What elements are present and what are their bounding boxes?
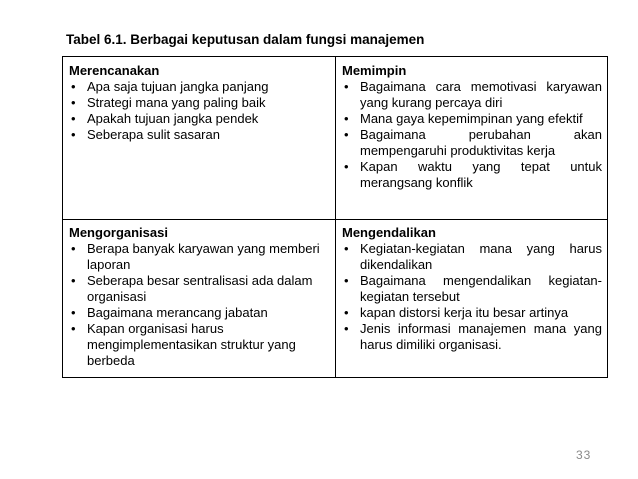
cell-title: Mengorganisasi (69, 225, 168, 240)
list-item: • Mana gaya kepemimpinan yang efektif (342, 111, 602, 127)
column-divider (335, 57, 336, 377)
list-item: • Bagaimana perubahan akan mempengaruhi produktivitas kerja (342, 127, 602, 159)
item-list (342, 241, 602, 353)
cell-mengorganisasi (69, 225, 325, 369)
list-item: • Bagaimana cara memotivasi karyawan yang kurang percaya diri (342, 79, 602, 111)
cell-title: Memimpin (342, 63, 407, 78)
list-item: • Kapan waktu yang tepat untuk merangsang konflik (342, 159, 602, 191)
management-decisions-table (62, 56, 608, 378)
list-item: • Apa saja tujuan jangka panjang (69, 79, 325, 95)
list-item: • Seberapa besar sentralisasi ada dalam organisasi (69, 273, 325, 305)
cell-title: Merencanakan (69, 63, 160, 78)
item-list (69, 79, 325, 143)
item-list (342, 79, 602, 191)
page-number: 33 (576, 448, 592, 462)
list-item: • Jenis informasi manajemen mana yang harus dimiliki organisasi. (342, 321, 602, 353)
table-caption: Tabel 6.1. Berbagai keputusan dalam fungsi manajemen (66, 32, 425, 47)
list-item: • Berapa banyak karyawan yang memberi laporan (69, 241, 325, 273)
cell-mengendalikan (342, 225, 602, 353)
list-item: • Kapan organisasi harus mengimplementasikan struktur yang berbeda (69, 321, 325, 369)
list-item: • Kegiatan-kegiatan mana yang harus dikendalikan (342, 241, 602, 273)
list-item: • kapan distorsi kerja itu besar artinya (342, 305, 602, 321)
row-divider (63, 219, 607, 220)
list-item: • Seberapa sulit sasaran (69, 127, 325, 143)
item-list (69, 241, 325, 369)
list-item: • Bagaimana mengendalikan kegiatan-kegiatan tersebut (342, 273, 602, 305)
cell-merencanakan (69, 63, 325, 143)
list-item: • Apakah tujuan jangka pendek (69, 111, 325, 127)
list-item: • Strategi mana yang paling baik (69, 95, 325, 111)
cell-memimpin (342, 63, 602, 191)
list-item: • Bagaimana merancang jabatan (69, 305, 325, 321)
cell-title: Mengendalikan (342, 225, 436, 240)
